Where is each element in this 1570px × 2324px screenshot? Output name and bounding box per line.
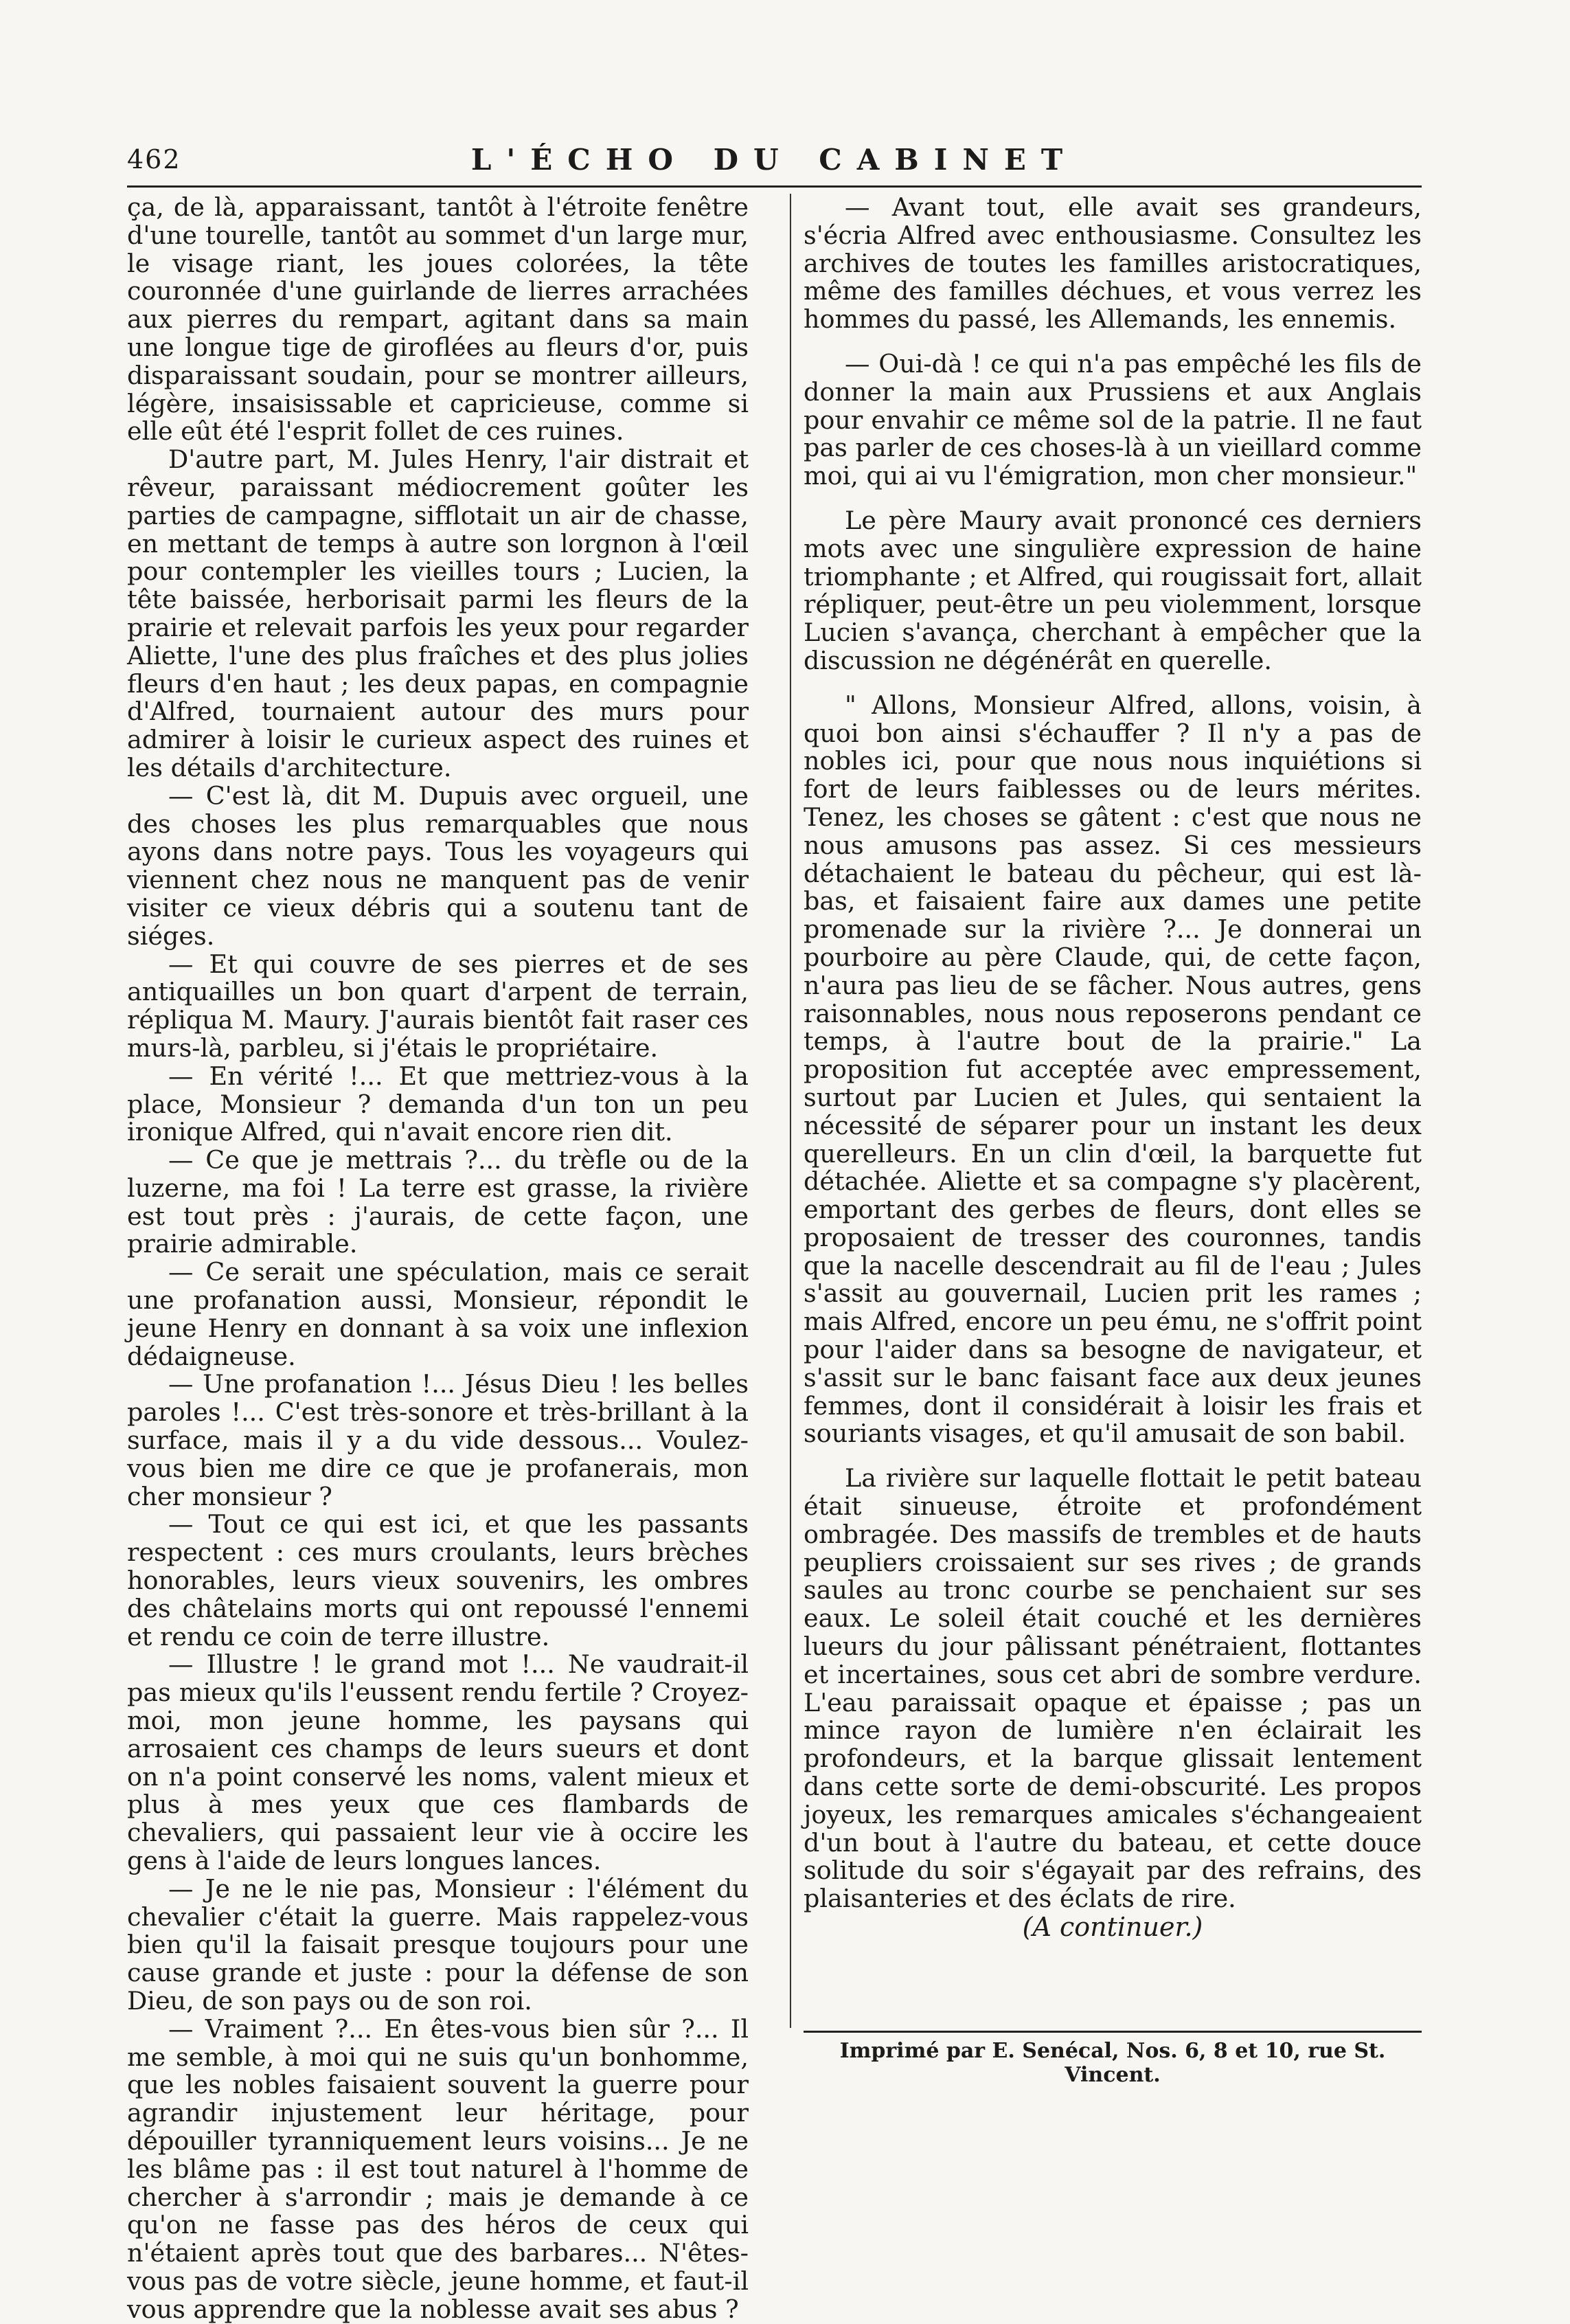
paragraph: — En vérité !... Et que mettriez-vous à la place, Monsieur ? demanda d'un ton un peu ironique Alfred, qui n'avait encore rien dit. xyxy=(127,1061,749,1147)
right-column xyxy=(804,194,1422,1941)
column-divider xyxy=(790,194,791,2028)
paragraph: — Ce que je mettrais ?... du trèfle ou de la luzerne, ma foi ! La terre est grasse, la rivière est tout près : j'aurais, de cette façon, une prairie admirable. xyxy=(127,1145,749,1259)
paragraph: — Illustre ! le grand mot !... Ne vaudrait-il pas mieux qu'ils l'eussent rendu fertile ? Croyez-moi, mon jeune homme, les paysans qui arrosaient ces champs de leurs sueurs et dont on n'a point conservé les noms, valent mieux et plus à mes yeux que ces flambards de chevaliers, qui passaient leur vie à occire les gens à l'aide de leurs longues lances. xyxy=(127,1649,749,1876)
paragraph: — Et qui couvre de ses pierres et de ses antiquailles un bon quart d'arpent de terrain, répliqua M. Maury. J'aurais bientôt fait raser ces murs-là, parbleu, si j'étais le propriétaire. xyxy=(127,949,749,1063)
paragraph: — Oui-dà ! ce qui n'a pas empêché les fils de donner la main aux Prussiens et aux Anglais pour envahir ce même sol de la patrie. Il ne faut pas parler de ces choses-là à un vieillard comme moi, qui ai vu l'émigration, mon cher monsieur." xyxy=(804,348,1422,491)
paragraph: — C'est là, dit M. Dupuis avec orgueil, une des choses les plus remarquables que nous ayons dans notre pays. Tous les voyageurs qui viennent chez nous ne manquent pas de venir visiter ce vieux débris qui a soutenu tant de siéges. xyxy=(127,780,749,951)
paragraph: — Ce serait une spéculation, mais ce serait une profanation aussi, Monsieur, répondit le jeune Henry en donnant à sa voix une inflexion dédaigneuse. xyxy=(127,1257,749,1371)
printer-imprint: Imprimé par E. Senécal, Nos. 6, 8 et 10, rue St. Vincent. xyxy=(839,2039,1386,2087)
paragraph: — Une profanation !... Jésus Dieu ! les belles paroles !... C'est très-sonore et très-brillant à la surface, mais il y a du vide dessous... Voulez-vous bien me dire ce que je profanerais, mon cher monsieur ? xyxy=(127,1369,749,1511)
page-number: 462 xyxy=(127,144,181,174)
paragraph: — Tout ce qui est ici, et que les passants respectent : ces murs croulants, leurs brèches honorables, leurs vieux souvenirs, les ombres des châtelains morts qui ont repoussé l'ennemi et rendu ce coin de terre illustre. xyxy=(127,1509,749,1651)
paragraph: D'autre part, M. Jules Henry, l'air distrait et rêveur, paraissant médiocrement goûter les parties de campagne, sifflotait un air de chasse, en mettant de temps à autre son lorgnon à l'œil pour contempler les vieilles tours ; Lucien, la tête baissée, herborisait parmi les fleurs de la prairie et relevait parfois les yeux pour regarder Aliette, l'une des plus fraîches et des plus jolies fleurs d'en haut ; les deux papas, en compagnie d'Alfred, tournaient autour des murs pour admirer à loisir le curieux aspect des ruines et les détails d'architecture. xyxy=(127,444,749,782)
paragraph: ça, de là, apparaissant, tantôt à l'étroite fenêtre d'une tourelle, tantôt au sommet d'un large mur, le visage riant, les joues colorées, la tête couronnée d'une guirlande de lierres arrachées aux pierres du rempart, agitant dans sa main une longue tige de giroflées au fleurs d'or, puis disparaissant soudain, pour se montrer ailleurs, légère, insaisissable et capricieuse, comme si elle eût été l'esprit follet de ces ruines. xyxy=(127,192,749,447)
paragraph: Le père Maury avait prononcé ces derniers mots avec une singulière expression de haine triomphante ; et Alfred, qui rougissait fort, allait répliquer, peut-être un peu violemment, lorsque Lucien s'avança, cherchant à empêcher que la discussion ne dégénérât en querelle. xyxy=(804,505,1422,675)
to-be-continued: (A continuer.) xyxy=(1022,1912,1203,1943)
page-header xyxy=(127,137,1422,188)
paragraph: " Allons, Monsieur Alfred, allons, voisin, à quoi bon ainsi s'échauffer ? Il n'y a pas de nobles ici, pour que nous nous inquiétions si fort de leurs faiblesses ou de leurs mérites. Tenez, les choses se gâtent : c'est que nous ne nous amusons pas assez. Si ces messieurs détachaient le bateau du pêcheur, qui est là-bas, et faisaient faire aux dames une petite promenade sur la rivière ?... Je donnerai un pourboire au père Claude, qui, de cette façon, n'aura pas lieu de se fâcher. Nous autres, gens raisonnables, nous nous reposerons pendant ce temps, à l'autre bout de la prairie." La proposition fut acceptée avec empressement, surtout par Lucien et Jules, qui sentaient la nécessité de séparer pour un instant les deux querelleurs. En un clin d'œil, la barquette fut détachée. Aliette et sa compagne s'y placèrent, emportant des gerbes de fleurs, dont elles se proposaient de tresser des couronnes, tandis que la nacelle descendrait au fil de l'eau ; Jules s'assit au gouvernail, Lucien prit les rames ; mais Alfred, encore un peu ému, ne s'offrit point pour l'aider dans sa besogne de navigateur, et s'assit sur le banc faisant face aux deux jeunes femmes, dont il considérait à loisir les frais et souriants visages, et qu'il amusait de son babil. xyxy=(804,690,1422,1449)
paragraph: — Vraiment ?... En êtes-vous bien sûr ?... Il me semble, à moi qui ne suis qu'un bonhomme, que les nobles faisaient souvent la guerre pour agrandir injustement leur héritage, pour dépouiller tyranniquement leurs voisins... Je ne les blâme pas : il est tout naturel à l'homme de chercher à s'arrondir ; mais je demande à ce qu'on ne fasse pas des héros de ceux qui n'étaient après tout que des barbares... N'êtes-vous pas de votre siècle, jeune homme, et faut-il vous apprendre que la noblesse avait ses abus ? xyxy=(127,2013,749,2324)
paragraph: La rivière sur laquelle flottait le petit bateau était sinueuse, étroite et profondément ombragée. Des massifs de trembles et de hauts peupliers croissaient sur ses rives ; de grands saules au tronc courbe se penchaient sur ses eaux. Le soleil était couché et les dernières lueurs du jour pâlissant pénétraient, flottantes et incertaines, sous cet abri de sombre verdure. L'eau paraissait opaque et épaisse ; pas un mince rayon de lumière n'en éclairait les profondeurs, et la barque glissait lentement dans cette sorte de demi-obscurité. Les propos joyeux, les remarques amicales s'échangeaient d'un bout à l'autre du bateau, et cette douce solitude du soir s'égayait par des refrains, des plaisanteries et des éclats de rire. xyxy=(804,1463,1422,1914)
paragraph: — Je ne le nie pas, Monsieur : l'élément du chevalier c'était la guerre. Mais rappelez-vous bien qu'il la faisait presque toujours pour une cause grande et juste : pour la défense de son Dieu, de son pays ou de son roi. xyxy=(127,1873,749,2016)
left-column xyxy=(127,194,749,2324)
footer-rule xyxy=(804,2031,1422,2033)
running-title: L'ÉCHO DU CABINET xyxy=(470,143,1078,177)
paragraph: — Avant tout, elle avait ses grandeurs, s'écria Alfred avec enthousiasme. Consultez les archives de toutes les familles aristocratiques, même des familles déchues, et vous verrez les hommes du passé, les Allemands, les ennemis. xyxy=(804,192,1422,335)
